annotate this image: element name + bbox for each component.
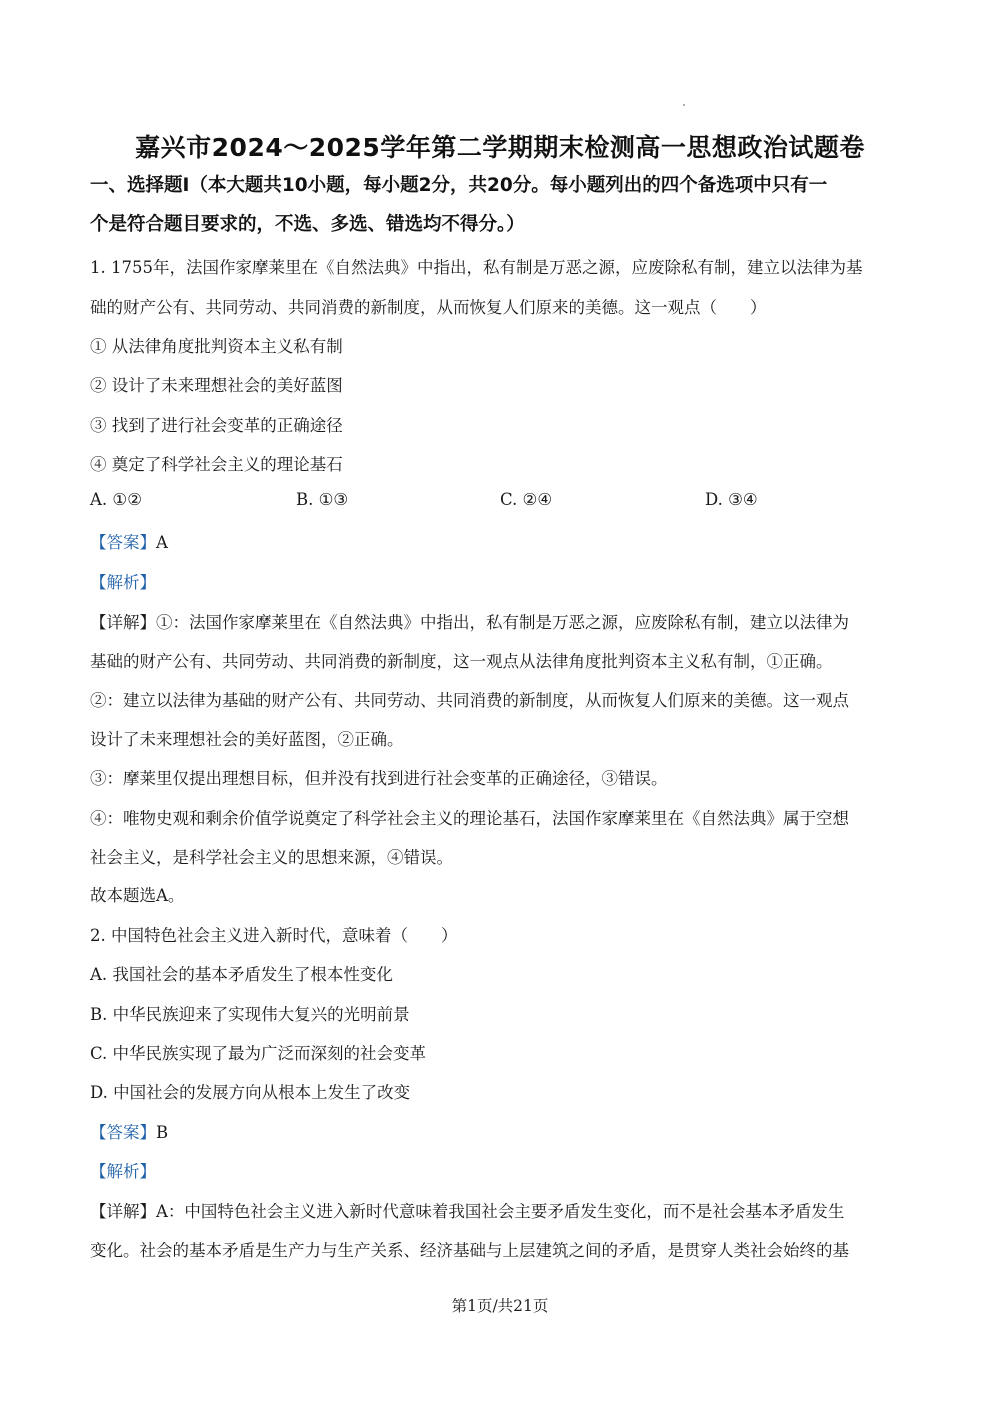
q2-option-b: B. 中华民族迎来了实现伟大复兴的光明前景 — [90, 1005, 410, 1024]
detail-tag: 【详解】 — [90, 613, 156, 632]
q2-option-a: A. 我国社会的基本矛盾发生了根本性变化 — [90, 965, 393, 984]
answer-value: B — [156, 1123, 169, 1142]
page-title: 嘉兴市2024～2025学年第二学期期末检测高一思想政治试题卷 — [135, 133, 865, 162]
q2-option-d: D. 中国社会的发展方向从根本上发生了改变 — [90, 1083, 411, 1102]
q1-conclusion: 故本题选A。 — [90, 886, 185, 905]
section-heading-line-1: 一、选择题Ⅰ（本大题共10小题，每小题2分，共20分。每小题列出的四个备选项中只有一 — [90, 175, 828, 196]
q1-option-b: B. ①③ — [296, 490, 349, 509]
detail-tag: 【详解】 — [90, 1202, 156, 1221]
q1-detail-line-7: 社会主义，是科学社会主义的思想来源，④错误。 — [90, 848, 453, 867]
section-heading-line-2: 个是符合题目要求的，不选、多选、错选均不得分。） — [90, 214, 525, 235]
q1-option-a: A. ①② — [90, 490, 142, 509]
q2-option-c: C. 中华民族实现了最为广泛而深刻的社会变革 — [90, 1044, 427, 1063]
answer-tag: 【答案】 — [90, 533, 156, 552]
q2-detail-line-2: 变化。社会的基本矛盾是生产力与生产关系、经济基础与上层建筑之间的矛盾，是贯穿人类社会始终的基 — [90, 1241, 849, 1260]
analysis-tag: 【解析】 — [90, 573, 156, 592]
detail-text: A：中国特色社会主义进入新时代意味着我国社会主要矛盾发生变化，而不是社会基本矛盾发生 — [156, 1202, 845, 1221]
q1-item-1: ① 从法律角度批判资本主义私有制 — [90, 337, 343, 356]
q1-stem-line-1: 1. 1755年，法国作家摩莱里在《自然法典》中指出，私有制是万恶之源，应废除私有制，建立以法律为基 — [90, 258, 863, 277]
q1-stem-line-2: 础的财产公有、共同劳动、共同消费的新制度，从而恢复人们原来的美德。这一观点（ ） — [90, 298, 767, 317]
q2-answer — [90, 1119, 920, 1143]
q1-item-2: ② 设计了未来理想社会的美好蓝图 — [90, 376, 343, 395]
q1-detail-line-1 — [90, 609, 920, 633]
page-number: 第1页/共21页 — [451, 1297, 549, 1315]
q2-detail-line-1 — [90, 1198, 920, 1222]
q1-option-c: C. ②④ — [500, 490, 553, 509]
q1-option-d: D. ③④ — [705, 490, 758, 509]
detail-text: ①：法国作家摩莱里在《自然法典》中指出，私有制是万恶之源，应废除私有制，建立以法律为 — [156, 613, 849, 632]
answer-value: A — [156, 533, 168, 552]
q1-detail-line-4: 设计了未来理想社会的美好蓝图，②正确。 — [90, 730, 404, 749]
q2-stem: 2. 中国特色社会主义进入新时代，意味着（ ） — [90, 926, 458, 945]
answer-tag: 【答案】 — [90, 1123, 156, 1142]
q1-detail-line-2: 基础的财产公有、共同劳动、共同消费的新制度，这一观点从法律角度批判资本主义私有制，①正确。 — [90, 652, 833, 671]
q1-detail-line-5: ③：摩莱里仅提出理想目标，但并没有找到进行社会变革的正确途径，③错误。 — [90, 769, 668, 788]
q1-detail-line-3: ②：建立以法律为基础的财产公有、共同劳动、共同消费的新制度，从而恢复人们原来的美德。这一观点 — [90, 691, 849, 710]
q1-detail-line-6: ④：唯物史观和剩余价值学说奠定了科学社会主义的理论基石，法国作家摩莱里在《自然法典》属于空想 — [90, 809, 849, 828]
q1-item-4: ④ 奠定了科学社会主义的理论基石 — [90, 455, 343, 474]
q1-item-3: ③ 找到了进行社会变革的正确途径 — [90, 416, 343, 435]
analysis-tag: 【解析】 — [90, 1162, 156, 1181]
q1-analysis — [90, 569, 920, 593]
q2-analysis — [90, 1158, 920, 1182]
scan-speck — [683, 104, 685, 106]
q1-answer — [90, 529, 920, 553]
